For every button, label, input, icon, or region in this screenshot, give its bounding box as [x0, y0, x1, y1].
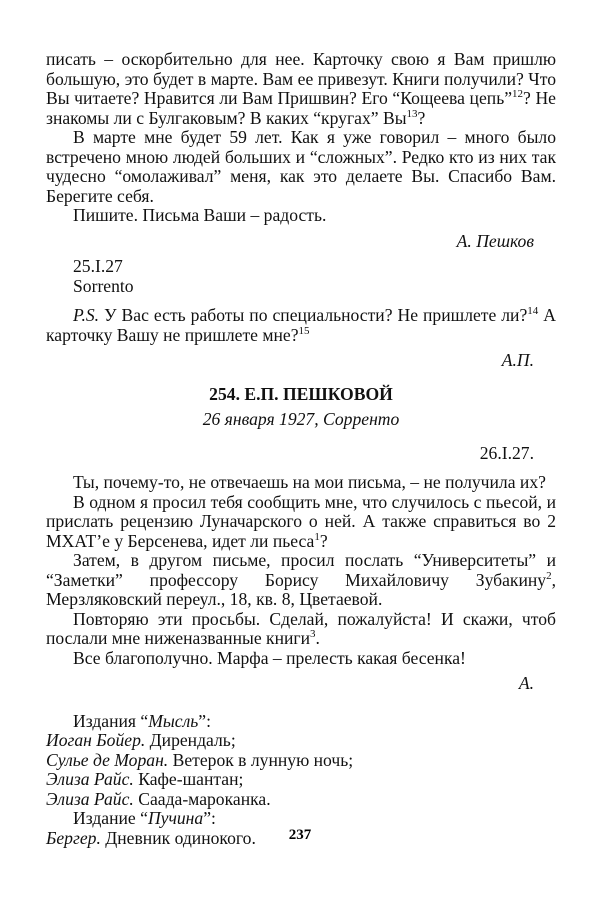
- book-list-item: Сулье де Моран. Ветерок в лунную ночь;: [46, 749, 354, 770]
- letter1-postscript: P.S. У Вас есть работы по специальности? Не пришлете ли?$^{14}$ А карточку Вашу не пришлете мне?$^{15}$: [46, 305, 557, 345]
- letter2-subheading: 26 января 1927, Сорренто: [202, 409, 400, 429]
- footnote-ref: 1: [314, 530, 320, 543]
- publisher-mysl-heading: Издания “Мысль”:: [73, 710, 211, 731]
- footnote-ref: 14: [527, 305, 539, 318]
- letter2-paragraph-1: Ты, почему-то, не отвечаешь на мои письма, – не получила их?: [73, 472, 546, 492]
- letter2-signature: А.: [518, 673, 534, 693]
- letter2-paragraph-3: Затем, в другом письме, просил послать “Университеты” и “Заметки” профессору Борису Михайловичу Зубакину$^2$, Мерзляковский переул., 18, кв. 8, Цветаевой.: [46, 550, 556, 609]
- letter2-paragraph-2: В одном я просил тебя сообщить мне, что случилось с пьесой, и прислать рецензию Луначарского о ней. А также справиться во 2 МХАТ’е у Берсенева, идет ли пьеса$^1$?: [46, 491, 556, 551]
- letter1-place: Sorrento: [73, 275, 134, 296]
- footnote-ref: 2: [546, 569, 552, 582]
- ps-label: P.S.: [73, 305, 100, 325]
- document-page: [46, 50, 556, 848]
- letter2-date: 26.I.27.: [479, 442, 534, 463]
- footnote-ref: 15: [298, 324, 310, 337]
- letter2-paragraph-5: Все благополучно. Марфа – прелесть какая бесенка!: [73, 647, 466, 668]
- book-list-item: Элиза Райс. Кафе-шантан;: [46, 769, 244, 789]
- page-number: 237: [288, 827, 312, 843]
- book-list-item: Иоган Бойер. Дирендаль;: [46, 730, 236, 750]
- footnote-ref: 12: [512, 88, 524, 101]
- letter1-paragraph-3: Пишите. Письма Ваши – радость.: [73, 205, 327, 225]
- letter1-paragraph-2: В марте мне будет 59 лет. Как я уже говорил – много было встречено мною людей больших и “сложных”. Редко кто из них так чудесно “омолаживал” меня, как это делаете Вы. Спасибо Вам. Берегите себя.: [46, 127, 556, 206]
- footnote-ref: 3: [310, 628, 316, 641]
- letter1-signature: А. Пешков: [456, 230, 534, 251]
- letter1-ps-signature: А.П.: [501, 350, 534, 370]
- letter1-date: 25.I.27: [73, 256, 123, 276]
- letter1-paragraph-1: писать – оскорбительно для нее. Карточку свою я Вам пришлю большую, это будет в марте. Вам ее привезут. Книги получили? Что Вы читаете? Нравится ли Вам Пришвин? Его “Кощеева цепь”$^{12}$? Не знакомы ли с Булгаковым? В каких “кругах” $Вы^{13}$?: [46, 49, 556, 128]
- footnote-ref: 13: [406, 107, 418, 120]
- book-list-item: Бергер. Дневник одинокого.: [46, 827, 256, 848]
- letter2-paragraph-4: Повторяю эти просьбы. Сделай, пожалуйста! И скажи, чтоб послали мне ниженазванные книги$^3$.: [46, 608, 556, 648]
- publisher-puchina-heading: Издание “Пучина”:: [73, 808, 216, 828]
- letter2-heading: 254. Е.П. ПЕШКОВОЙ: [209, 383, 393, 404]
- book-list-item: Элиза Райс. Саада-мароканка.: [46, 788, 271, 809]
